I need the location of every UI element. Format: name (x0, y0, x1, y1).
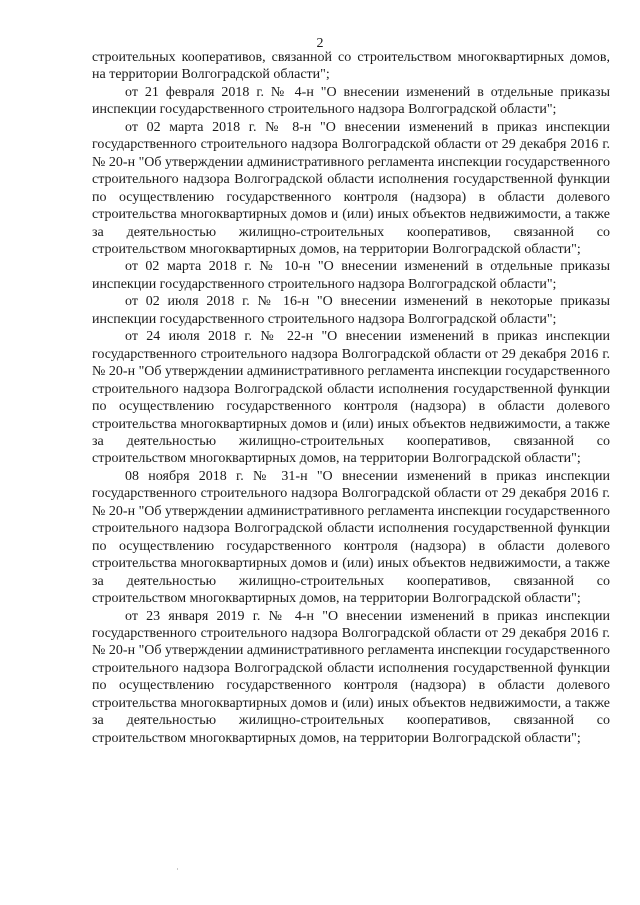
paragraph-order-4n-2018: от 21 февраля 2018 г. № 4-н "О внесении изменений в отдельные приказы инспекции государственного строительного надзора Волгоградской области"; (92, 84, 610, 118)
paragraph-order-10n-2018: от 02 марта 2018 г. № 10-н "О внесении изменений в отдельные приказы инспекции государственного строительного надзора Волгоградской области"; (92, 259, 610, 292)
page-number: 2 (316, 36, 324, 51)
paragraph-order-16n-2018: от 02 июля 2018 г. № 16-н "О внесении изменений в некоторые приказы инспекции государственного строительного надзора Волгоградской области"; (92, 294, 610, 327)
scan-artifact (177, 868, 178, 870)
document-body (92, 49, 610, 747)
paragraph-order-8n-2018: от 02 марта 2018 г. № 8-н "О внесении изменений в приказ инспекции государственного строительного надзора Волгоградской области от 29 декабря 2016 г. № 20-н "Об утверждении административного регламента инспекции государственного строительного надзора Волгоградской области исполнения государственной функции по осуществлению государственного контроля (надзора) в области долевого строительства многоквартирных домов и (или) иных объектов недвижимости, а также за деятельностью жилищно-строительных кооперативов, связанной со строительством многоквартирных домов, на территории Волгоградской области"; (92, 119, 610, 257)
paragraph-order-31n-2018: 08 ноября 2018 г. № 31-н "О внесении изменений в приказ инспекции государственного строительного надзора Волгоградской области от 29 декабря 2016 г. № 20-н "Об утверждении административного регламента инспекции государственного строительного надзора Волгоградской области исполнения государственной функции по осуществлению государственного контроля (надзора) в области долевого строительства многоквартирных домов и (или) иных объектов недвижимости, а также за деятельностью жилищно-строительных кооперативов, связанной со строительством многоквартирных домов, на территории Волгоградской области"; (92, 468, 610, 607)
paragraph-continuation: строительных кооперативов, связанной со строительством многоквартирных домов, на территории Волгоградской области"; (92, 50, 610, 83)
paragraph-order-22n-2018: от 24 июля 2018 г. № 22-н "О внесении изменений в приказ инспекции государственного строительного надзора Волгоградской области от 29 декабря 2016 г. № 20-н "Об утверждении административного регламента инспекции государственного строительного надзора Волгоградской области исполнения государственной функции по осуществлению государственного контроля (надзора) в области долевого строительства многоквартирных домов и (или) иных объектов недвижимости, а также за деятельностью жилищно-строительных кооперативов, связанной со строительством многоквартирных домов, на территории Волгоградской области"; (92, 329, 610, 467)
paragraph-order-4n-2019: от 23 января 2019 г. № 4-н "О внесении изменений в приказ инспекции государственного строительного надзора Волгоградской области от 29 декабря 2016 г. № 20-н "Об утверждении административного регламента инспекции государственного строительного надзора Волгоградской области исполнения государственной функции по осуществлению государственного контроля (надзора) в области долевого строительства многоквартирных домов и (или) иных объектов недвижимости, а также за деятельностью жилищно-строительных кооперативов, связанной со строительством многоквартирных домов, на территории Волгоградской области"; (92, 608, 610, 746)
